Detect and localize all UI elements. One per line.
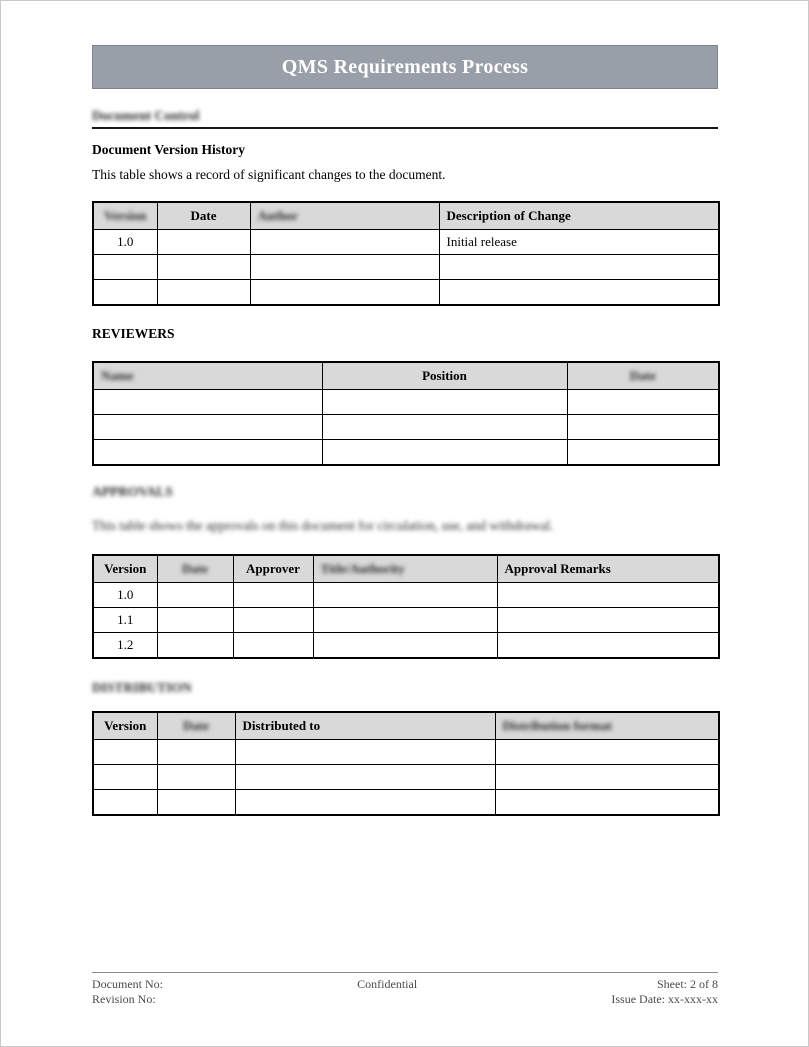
- cell-version: [93, 740, 157, 765]
- col-header-approval-remarks: Approval Remarks: [497, 555, 719, 583]
- cell-version: 1.0: [93, 583, 157, 608]
- col-header-title-authority: Title/Authority: [320, 561, 405, 576]
- table-header-row: [93, 712, 719, 740]
- col-header-approver: Approver: [233, 555, 313, 583]
- footer-revision-no: Revision No:: [92, 991, 156, 1006]
- cell-distributed-to: [235, 765, 495, 790]
- cell-version: 1.2: [93, 633, 157, 659]
- approvals-table: [92, 554, 720, 659]
- page-footer: [92, 972, 718, 1006]
- version-history-heading: Document Version History: [92, 142, 245, 157]
- cell-title-authority: [313, 608, 497, 633]
- reviewers-heading: REVIEWERS: [92, 326, 175, 341]
- cell-date: [157, 230, 250, 255]
- footer-sheet: Sheet: 2 of 8: [657, 977, 718, 991]
- col-header-date: Date: [182, 561, 208, 576]
- approvals-description: This table shows the approvals on this document for circulation, use, and withdrawal.: [92, 518, 554, 533]
- approvals-heading: APPROVALS: [92, 484, 173, 499]
- distribution-table: [92, 711, 720, 816]
- table-row: [93, 608, 719, 633]
- cell-author: [250, 280, 439, 306]
- col-header-distributed-to: Distributed to: [235, 712, 495, 740]
- cell-date: [157, 583, 233, 608]
- cell-version: [93, 255, 157, 280]
- col-header-date: Date: [157, 202, 250, 230]
- col-header-version: Version: [93, 712, 157, 740]
- table-row: [93, 740, 719, 765]
- page-content: [92, 1, 718, 816]
- footer-right: [611, 977, 718, 1006]
- page-title: QMS Requirements Process: [281, 55, 529, 78]
- cell-date: [567, 415, 719, 440]
- table-header-row: [93, 362, 719, 390]
- cell-date: [157, 280, 250, 306]
- cell-distribution-format: [495, 765, 719, 790]
- reviewers-table: [92, 361, 720, 466]
- cell-date: [157, 765, 235, 790]
- cell-description: Initial release: [439, 230, 719, 255]
- cell-description: [439, 280, 719, 306]
- table-row: [93, 790, 719, 816]
- cell-approval-remarks: [497, 583, 719, 608]
- col-header-name: Name: [101, 368, 134, 383]
- col-header-position: Position: [322, 362, 567, 390]
- footer-left: [92, 977, 163, 1006]
- document-control-heading: Document Control: [92, 108, 200, 123]
- cell-approver: [233, 633, 313, 659]
- table-row: [93, 390, 719, 415]
- cell-version: 1.0: [93, 230, 157, 255]
- table-row: [93, 583, 719, 608]
- table-header-row: [93, 555, 719, 583]
- col-header-distribution-format: Distribution format: [502, 718, 612, 733]
- cell-version: [93, 765, 157, 790]
- col-header-author: Author: [257, 208, 298, 223]
- version-history-description: This table shows a record of significant changes to the document.: [92, 167, 446, 182]
- table-header-row: [93, 202, 719, 230]
- cell-date: [157, 790, 235, 816]
- table-row: [93, 255, 719, 280]
- footer-document-no: Document No:: [92, 977, 163, 991]
- col-header-date: Date: [183, 718, 209, 733]
- cell-date: [157, 255, 250, 280]
- version-history-table: [92, 201, 720, 306]
- table-row: [93, 230, 719, 255]
- footer-issue-date: Issue Date: xx-xxx-xx: [611, 991, 718, 1006]
- col-header-description-of-change: Description of Change: [439, 202, 719, 230]
- cell-distributed-to: [235, 790, 495, 816]
- cell-date: [567, 440, 719, 466]
- cell-title-authority: [313, 633, 497, 659]
- cell-name: [93, 415, 322, 440]
- cell-date: [157, 633, 233, 659]
- table-row: [93, 280, 719, 306]
- cell-approval-remarks: [497, 633, 719, 659]
- document-title-bar: [92, 45, 718, 89]
- cell-version: [93, 790, 157, 816]
- cell-title-authority: [313, 583, 497, 608]
- col-header-date: Date: [629, 368, 656, 383]
- cell-distribution-format: [495, 790, 719, 816]
- table-row: [93, 415, 719, 440]
- cell-position: [322, 415, 567, 440]
- col-header-version: Version: [93, 555, 157, 583]
- table-row: [93, 440, 719, 466]
- cell-version: [93, 280, 157, 306]
- distribution-heading: DISTRIBUTION: [92, 680, 192, 695]
- cell-name: [93, 390, 322, 415]
- cell-version: 1.1: [93, 608, 157, 633]
- document-control-section: [92, 107, 718, 129]
- cell-position: [322, 390, 567, 415]
- col-header-version: Version: [104, 208, 147, 223]
- table-row: [93, 765, 719, 790]
- cell-distributed-to: [235, 740, 495, 765]
- cell-approver: [233, 583, 313, 608]
- cell-position: [322, 440, 567, 466]
- cell-date: [157, 608, 233, 633]
- cell-name: [93, 440, 322, 466]
- cell-approver: [233, 608, 313, 633]
- cell-date: [157, 740, 235, 765]
- cell-approval-remarks: [497, 608, 719, 633]
- cell-date: [567, 390, 719, 415]
- table-row: [93, 633, 719, 659]
- cell-author: [250, 230, 439, 255]
- footer-confidential: Confidential: [357, 977, 418, 991]
- cell-author: [250, 255, 439, 280]
- cell-distribution-format: [495, 740, 719, 765]
- cell-description: [439, 255, 719, 280]
